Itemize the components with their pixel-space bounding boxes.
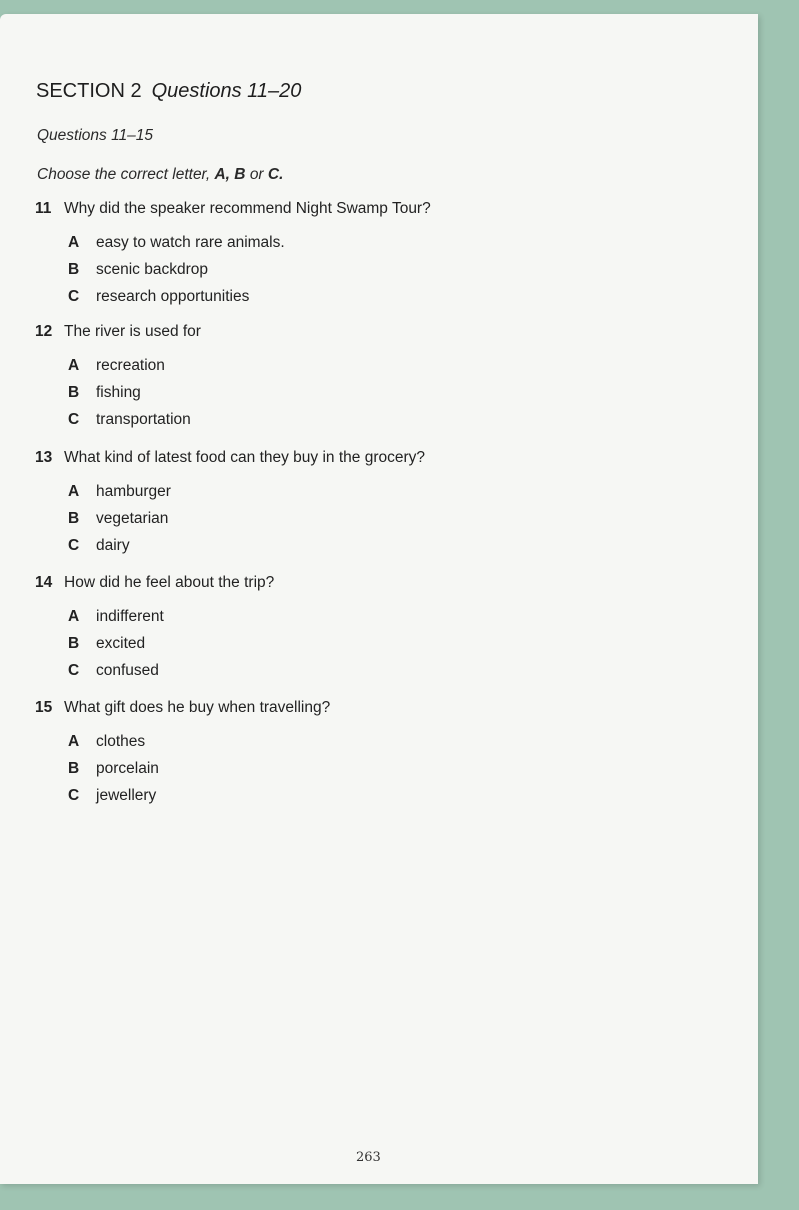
section-header [36,80,301,103]
question-15 [35,699,635,814]
option-text: easy to watch rare animals. [96,234,285,251]
option-text: recreation [96,357,165,374]
option-c [68,662,635,689]
option-text: clothes [96,733,146,750]
option-a [68,483,635,510]
option-letter: A [68,608,80,625]
option-b [68,635,635,662]
option-letter: C [68,787,80,804]
option-letter: A [68,357,80,374]
question-text: The river is used for [64,323,201,340]
option-letter: B [68,635,80,652]
question-text: Why did the speaker recommend Night Swamp Tour? [64,200,431,217]
question-text: How did he feel about the trip? [64,574,275,591]
option-text: transportation [96,411,191,428]
option-a [68,733,635,760]
option-a [68,234,635,261]
question-14 [35,574,635,689]
option-text: excited [96,635,146,652]
option-a [68,608,635,635]
question-text: What kind of latest food can they buy in the grocery? [64,449,426,466]
option-c [68,537,635,564]
instruction-letter-b: B [234,166,246,183]
option-text: confused [96,662,159,679]
option-text: porcelain [96,760,159,777]
question-number: 12 [35,323,53,340]
option-a [68,357,635,384]
instruction-letter-a: A, [214,166,230,183]
option-b [68,510,635,537]
section-label: SECTION 2 [36,80,142,102]
question-13 [35,449,635,564]
option-text: scenic backdrop [96,261,209,278]
option-letter: B [68,760,80,777]
question-text: What gift does he buy when travelling? [64,699,331,716]
option-letter: A [68,234,80,251]
option-letter: C [68,537,80,554]
option-c [68,411,635,438]
question-12 [35,323,635,438]
option-text: dairy [96,537,130,554]
option-text: hamburger [96,483,171,500]
option-b [68,261,635,288]
subheading: Questions 11–15 [37,127,154,144]
option-letter: B [68,261,80,278]
option-b [68,760,635,787]
option-letter: C [68,288,80,305]
question-number: 15 [35,699,53,716]
book-page [0,14,758,1184]
questions-range: Questions 11–20 [151,80,302,102]
option-letter: C [68,662,80,679]
option-text: fishing [96,384,141,401]
option-letter: B [68,384,80,401]
question-number: 14 [35,574,53,591]
option-letter: A [68,483,80,500]
option-c [68,787,635,814]
instruction-prefix: Choose the correct letter, [37,166,211,183]
option-c [68,288,635,315]
question-number: 13 [35,449,53,466]
option-letter: A [68,733,80,750]
option-text: indifferent [96,608,164,625]
instruction [37,166,283,184]
instruction-letter-c: C. [267,166,284,183]
option-text: research opportunities [96,288,250,305]
option-letter: C [68,411,80,428]
option-b [68,384,635,411]
option-text: jewellery [96,787,157,804]
question-11 [35,200,635,315]
option-text: vegetarian [96,510,169,527]
option-letter: B [68,510,80,527]
instruction-or: or [249,166,264,183]
question-number: 11 [35,200,52,217]
page-number: 263 [356,1150,381,1165]
